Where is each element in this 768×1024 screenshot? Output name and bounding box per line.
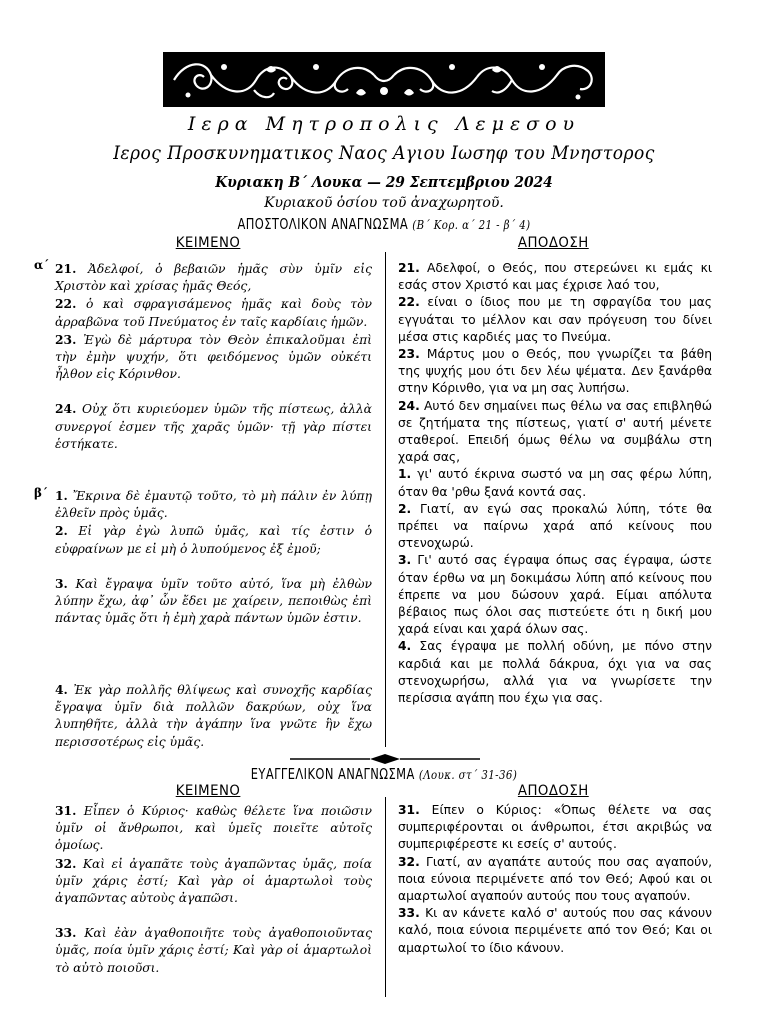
verse: 1. γι' αυτό έκρινα σωστό να μη σας φέρω λύπη, όταν θα 'ρθω ξανά κοντά σας. [398, 467, 712, 499]
verse: 3. Γι' αυτό σας έγραψα όπως σας έγραψα, ώστε όταν έρθω να μη δοκιμάσω λύπη από κείνους που έπρεπε να μου δώσουν χαρά. Είμαι απόλυτα βέβαιος πως όλοι σας πιστεύετε ότι η δική μου χαρά είναι και χαρά όλων σας. [398, 553, 713, 637]
apostle-col-left-label: ΚΕΙΜΕΝΟ [175, 235, 241, 251]
verse: 33. Καὶ ἐὰν ἀγαθοποιῆτε τοὺς ἀγαθοποιοῦντας ὑμᾶς, ποία ὑμῖν χάρις ἐστί; Καὶ γὰρ οἱ ἁμαρτωλοὶ τὸ αὐτὸ ποιοῦσι. [55, 925, 372, 975]
section-divider-ornament [290, 754, 480, 764]
verse: 3. Καὶ ἔγραψα ὑμῖν τοῦτο αὐτό, ἵνα μὴ ἐλθὼν λύπην ἔχω, ἀφ᾿ ὧν ἔδει με χαίρειν, πεποιθὼς ἐπὶ πάντας ὑμᾶς ὅτι ἡ ἐμὴ χαρὰ πάντων ὑμῶν ἐστιν. [55, 575, 372, 626]
gospel-reference: (Λουκ. στ΄ 31-36) [418, 768, 518, 782]
verse: 24. Οὐχ ὅτι κυριεύομεν ὑμῶν τῆς πίστεως, ἀλλὰ συνεργοί ἐσμεν τῆς χαρᾶς ὑμῶν· τῇ γὰρ πίστει ἑστήκατε. [55, 401, 372, 451]
verse: 2. Εἰ γὰρ ἐγὼ λυπῶ ὑμᾶς, καὶ τίς ἐστιν ὁ εὐφραίνων με εἰ μὴ ὁ λυπούμενος ἐξ ἐμοῦ; [55, 523, 372, 556]
gospel-col-left-label: ΚΕΙΜΕΝΟ [175, 783, 241, 799]
verse: 32. Γιατί, αν αγαπάτε αυτούς που σας αγαπούν, ποια εύνοια περιμένετε από τον Θεό; Αφού και οι αμαρτωλοί αγαπούν αυτούς που τους αγαπούν. [398, 854, 712, 904]
ornamental-banner [163, 52, 605, 107]
gospel-col-right-label: ΑΠΟΔΟΣΗ [517, 783, 589, 799]
gospel-text-translation [398, 802, 712, 957]
scroll-ornament-icon [166, 55, 602, 104]
chapter-marker-a: α΄ [34, 258, 50, 272]
gospel-text-original [55, 802, 372, 977]
verse: 24. Αυτό δεν σημαίνει πως θέλω να σας επιβληθώ σε ζητήματα της πίστεως, γιατί σ' αυτή μένετε σταθεροί. Επειδή όμως θέλω να συμβάλω στη χαρά σας, [398, 398, 712, 465]
date-line: Κυριακη Β΄ Λουκα — 29 Σεπτεμβριου 2024 [215, 173, 553, 191]
verse: 22. είναι ο ίδιος που με τη σφραγίδα του μας εγγυάται το μέλλον και σαν πρόγευση του δίνει μέσα στις καρδιές μας το Πνεύμα. [398, 295, 712, 344]
verse: 4. Σας έγραψα με πολλή οδύνη, με πόνο στην καρδιά και με πολλά δάκρυα, όχι για να σας στενοχωρήσω, αλλά για να γνωρίσετε την περίσσια αγάπη που έχω για σας. [398, 639, 712, 706]
verse: 2. Γιατί, αν εγώ σας προκαλώ λύπη, τότε θα πρέπει να παίρνω χαρά από κείνους που στενοχωρώ. [398, 501, 712, 551]
verse: 23. Μάρτυς μου ο Θεός, που γνωρίζει τα βάθη της ψυχής μου ότι δεν λέω ψέματα. Δεν ξανάρθα στην Κόρινθο, για να μη σας λυπήσω. [398, 347, 712, 396]
church-title: Ιερος Προσκυνηματικος Ναος Αγιου Ιωσηφ του Μνηστορος [113, 142, 655, 164]
column-divider [385, 797, 386, 997]
apostle-text-original-v4 [55, 681, 372, 751]
verse: 21. Ἀδελφοί, ὁ βεβαιῶν ἡμᾶς σὺν ὑμῖν εἰς Χριστὸν καὶ χρίσας ἡμᾶς Θεός, [55, 261, 372, 294]
verse: 31. Είπεν ο Κύριος: «Όπως θέλετε να σας συμπεριφέρονται οι άνθρωποι, έτσι ακριβώς να συμπεριφέρεστε κι εσείς σ' αυτούς. [398, 803, 712, 852]
gospel-heading [58, 765, 711, 783]
apostle-text-original-ch2 [55, 487, 372, 627]
chapter-marker-b: β΄ [34, 486, 48, 500]
gospel-title: ΕΥΑΓΓΕΛΙΚΟΝ ΑΝΑΓΝΩΣΜΑ [250, 765, 415, 783]
apostle-title: ΑΠΟΣΤΟΛΙΚΟΝ ΑΝΑΓΝΩΣΜΑ [237, 215, 409, 233]
column-divider [385, 252, 386, 747]
verse: 4. Ἐκ γὰρ πολλῆς θλίψεως καὶ συνοχῆς καρδίας ἔγραψα ὑμῖν διὰ πολλῶν δακρύων, οὐχ ἵνα λυπηθῆτε, ἀλλὰ τὴν ἀγάπην ἵνα γνῶτε ἣν ἔχω περισσοτέρως εἰς ὑμᾶς. [55, 682, 372, 749]
verse: 31. Εἶπεν ὁ Κύριος· καθὼς θέλετε ἵνα ποιῶσιν ὑμῖν οἱ ἄνθρωποι, καὶ ὑμεῖς ποιεῖτε αὐτοῖς ὁμοίως. [55, 803, 372, 853]
apostle-reference: (Β΄ Κορ. α΄ 21 - β΄ 4) [412, 218, 531, 232]
verse: 22. ὁ καὶ σφραγισάμενος ἡμᾶς καὶ δοὺς τὸν ἀρραβῶνα τοῦ Πνεύματος ἐν ταῖς καρδίαις ἡμῶν. [55, 296, 372, 329]
verse: 1. Ἔκρινα δὲ ἐμαυτῷ τοῦτο, τὸ μὴ πάλιν ἐν λύπῃ ἐλθεῖν πρὸς ὑμᾶς. [55, 488, 372, 521]
feast-subtitle: Κυριακοῦ ὁσίου τοῦ ἀναχωρητοῦ. [264, 195, 504, 211]
metropolis-title: Ιερα Μητροπολις Λεμεσου [187, 113, 581, 135]
verse: 21. Αδελφοί, ο Θεός, που στερεώνει κι εμάς κι εσάς στον Χριστό και μας έχρισε λαό του, [398, 261, 712, 293]
verse: 32. Καὶ εἰ ἀγαπᾶτε τοὺς ἀγαπῶντας ὑμᾶς, ποία ὑμῖν χάρις ἐστί; Καὶ γὰρ οἱ ἁμαρτωλοὶ τοὺς ἀγαπῶντας αὐτοὺς ἀγαπῶσι. [55, 855, 372, 906]
apostle-text-translation [398, 260, 712, 707]
apostle-text-original [55, 260, 372, 453]
verse: 23. Ἐγὼ δὲ μάρτυρα τὸν Θεὸν ἐπικαλοῦμαι ἐπὶ τὴν ἐμὴν ψυχήν, ὅτι φειδόμενος ὑμῶν οὐκέτι ἦλθον εἰς Κόρινθον. [55, 331, 372, 382]
verse: 33. Κι αν κάνετε καλό σ' αυτούς που σας κάνουν καλό, ποια εύνοια περιμένετε από τον Θεό; Και οι αμαρτωλοί το ίδιο κάνουν. [398, 906, 712, 955]
apostle-heading [58, 215, 711, 233]
apostle-col-right-label: ΑΠΟΔΟΣΗ [517, 235, 589, 251]
